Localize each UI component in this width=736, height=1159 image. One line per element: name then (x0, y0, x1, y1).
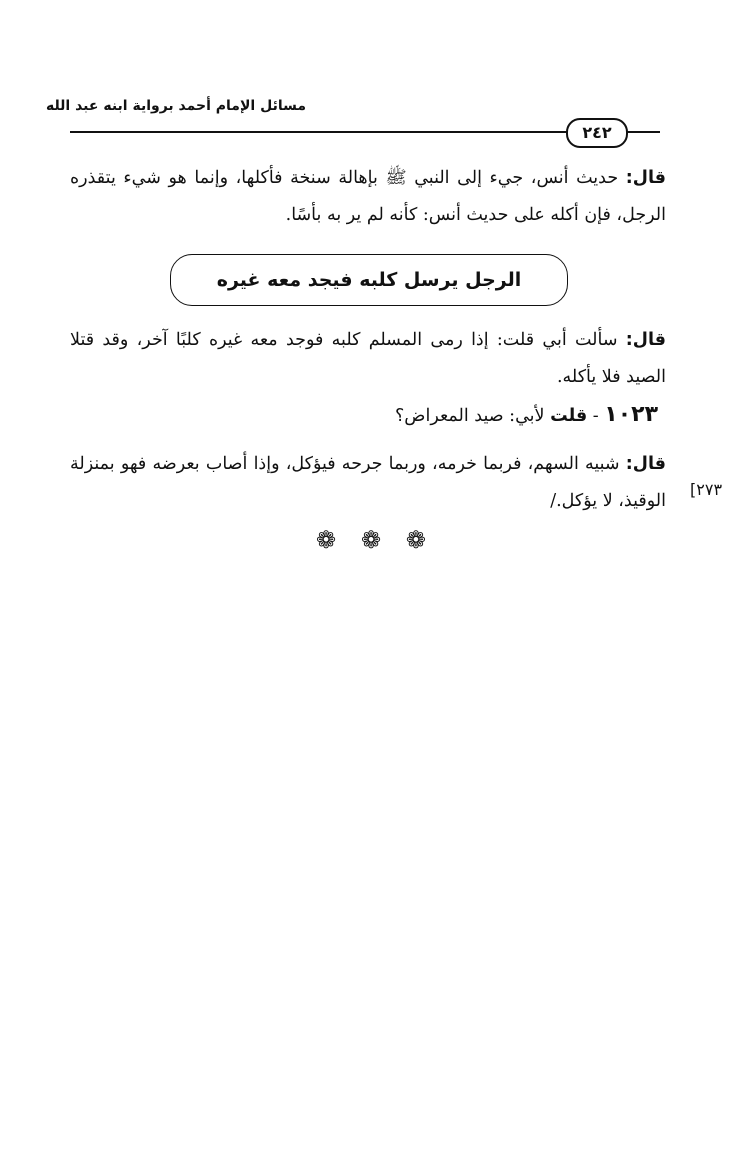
section-end-ornaments (316, 528, 426, 552)
ornament-flower-icon: ❁ (316, 526, 337, 554)
paragraph-3-lead: قال: (625, 454, 666, 474)
question-separator: - (587, 406, 605, 426)
paragraph-2-text: سألت أبي قلت: إذا رمى المسلم كلبه فوجد معه غيره كلبًا آخر، وقد قتلا الصيد فلا يأكله. (70, 330, 666, 387)
paragraph-3 (70, 446, 666, 520)
chapter-heading: الرجل يرسل كلبه فيجد معه غيره (216, 269, 522, 291)
paragraph-2-lead: قال: (625, 330, 666, 350)
running-title: مسائل الإمام أحمد برواية ابنه عبد الله (45, 98, 306, 114)
paragraph-1 (70, 160, 666, 234)
paragraph-1-lead: قال: (625, 168, 666, 188)
question-text: لأبي: صيد المعراض؟ (395, 406, 551, 426)
paragraph-2 (70, 322, 666, 396)
margin-reference: [٢٧٣ (690, 480, 723, 499)
paragraph-3-text: شبيه السهم، فربما خرمه، وربما جرحه فيؤكل، وإذا أصاب بعرضه فهو بمنزلة الوقيذ، لا يؤكل./ (70, 454, 666, 511)
paragraph-1-text: حديث أنس، جيء إلى النبي ﷺ بإهالة سنخة فأكلها، وإنما هو شيء يتقذره الرجل، فإن أكله على حديث أنس: كأنه لم ير به بأسًا. (70, 168, 666, 225)
page-number: ٢٤٢ (566, 118, 628, 148)
ornament-flower-icon: ❁ (360, 526, 382, 554)
question-label: قلت (550, 406, 588, 426)
question-1023 (395, 396, 658, 435)
chapter-heading-box (170, 254, 568, 306)
question-number: ١٠٢٣ (604, 402, 658, 427)
ornament-flower-icon: ❁ (405, 526, 426, 554)
